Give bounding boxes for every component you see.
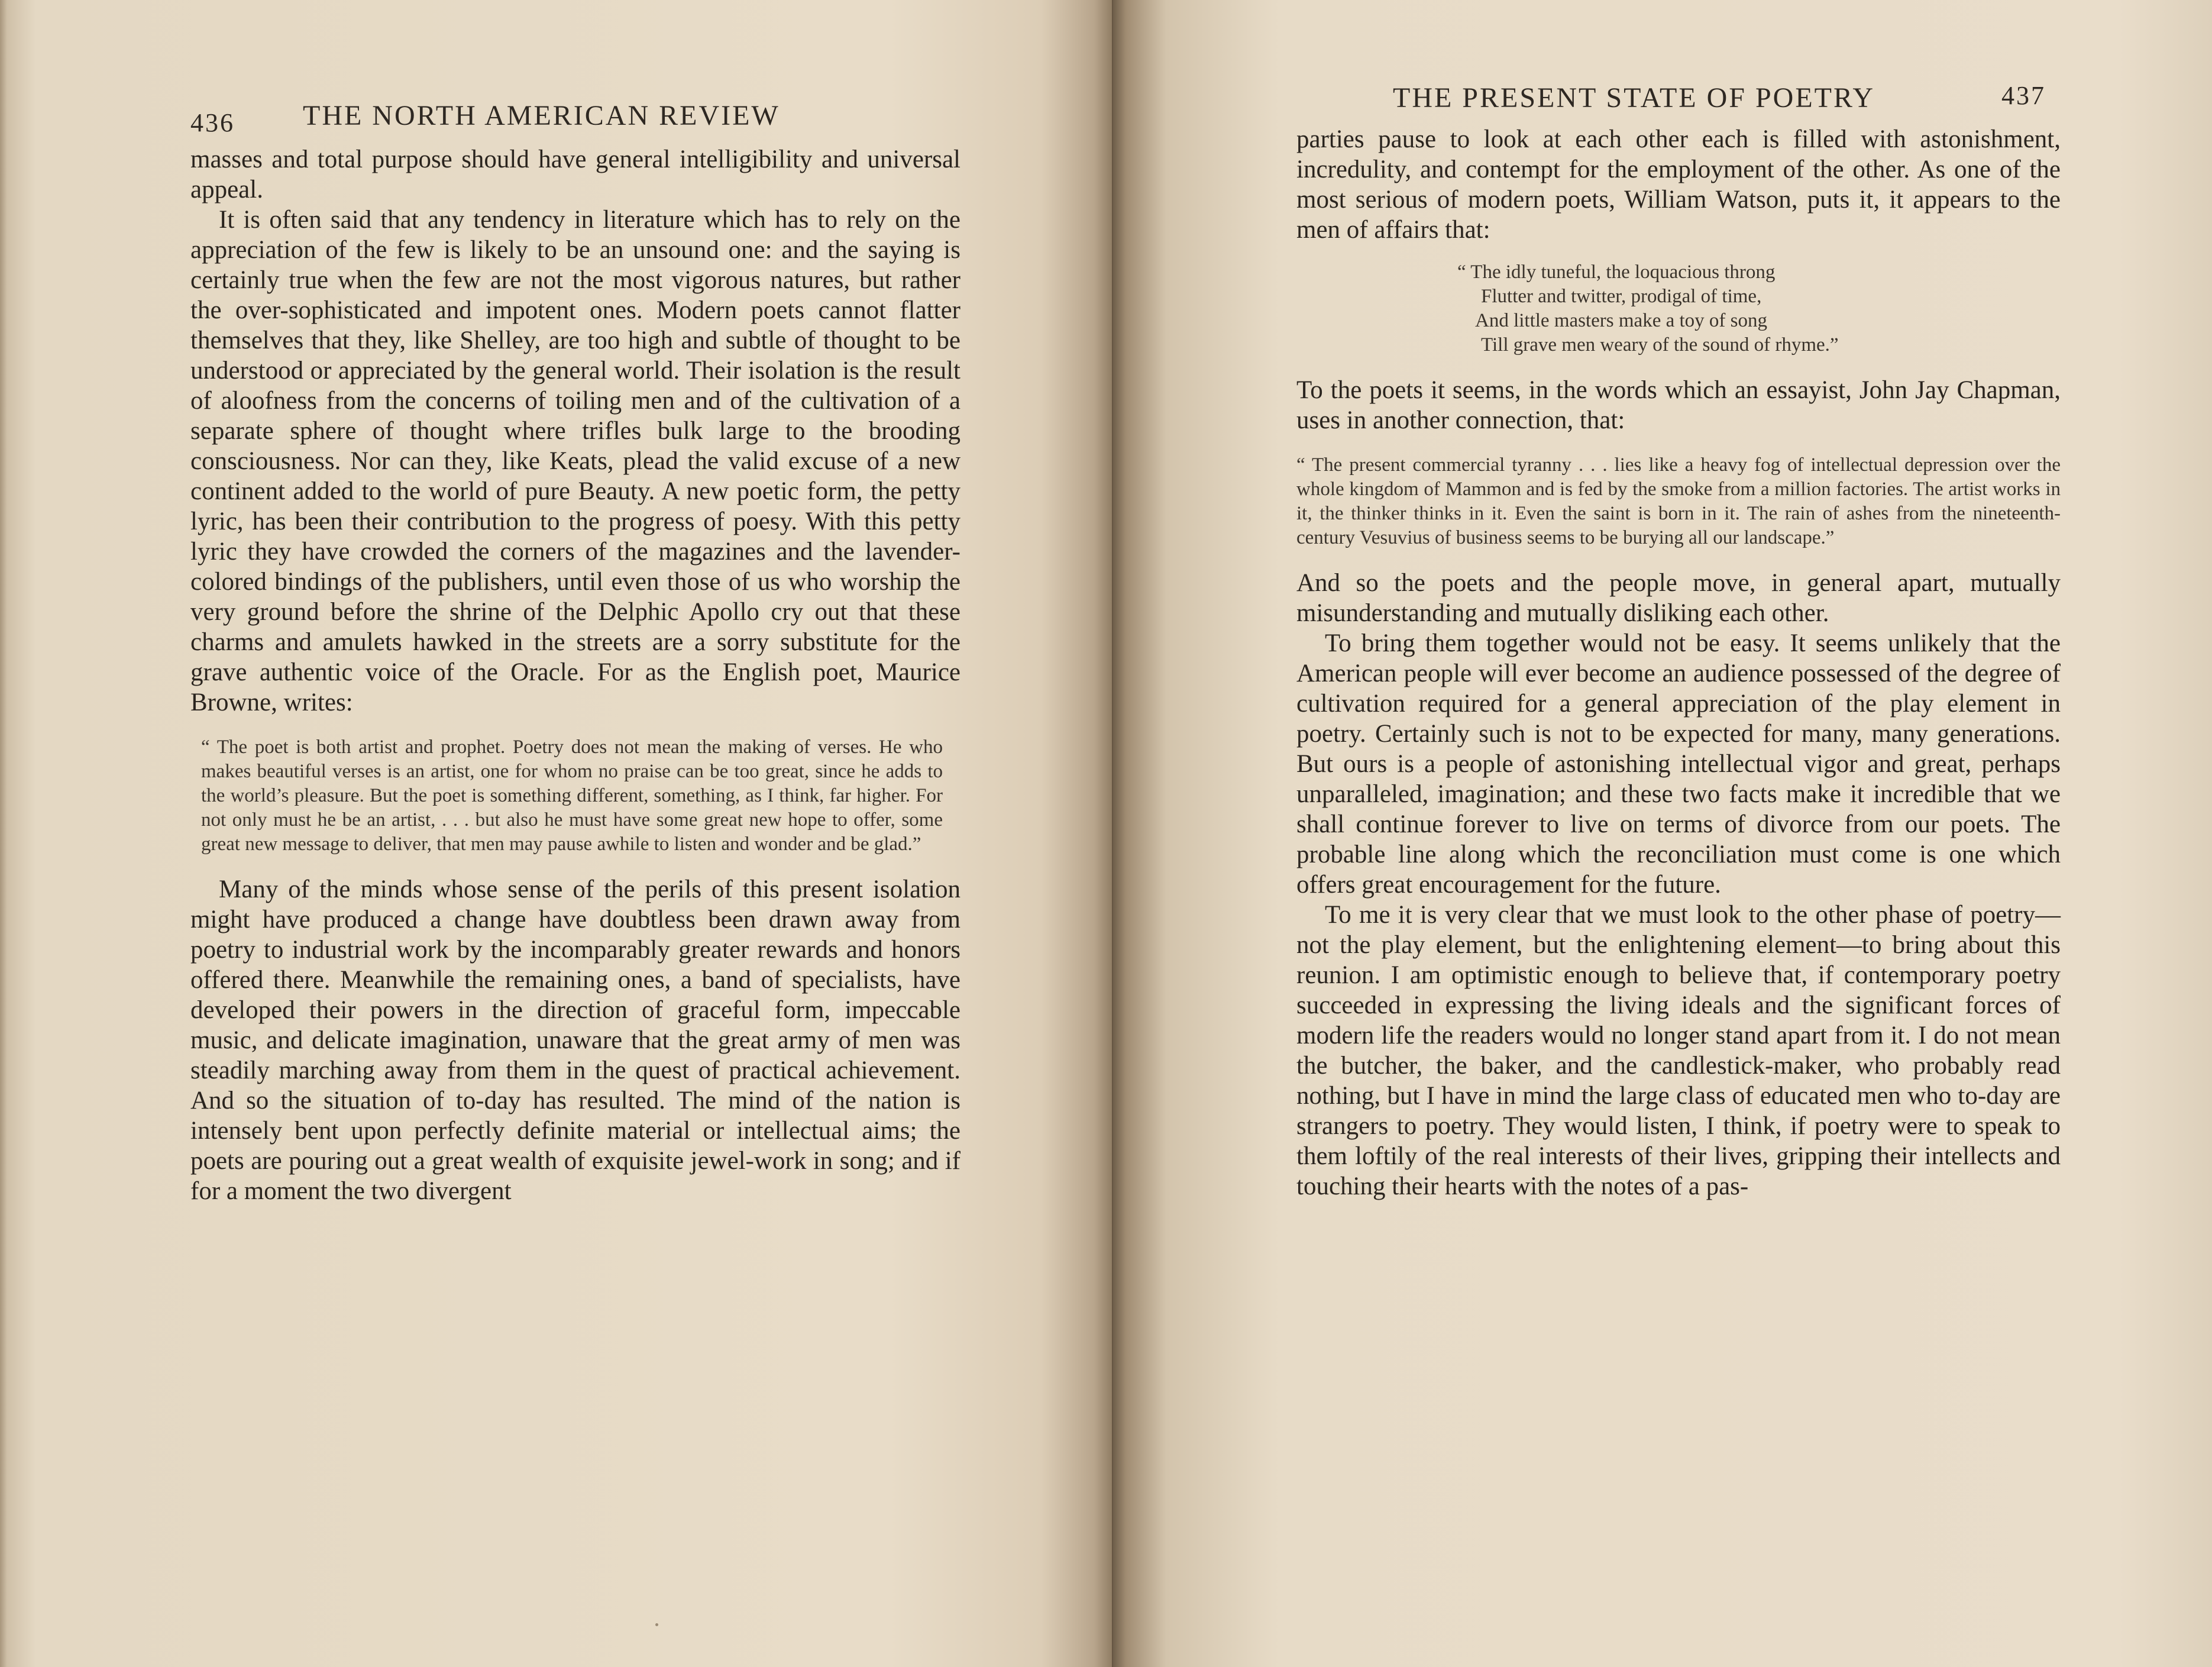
running-head: THE NORTH AMERICAN REVIEW (303, 100, 780, 131)
paragraph: To me it is very clear that we must look to the other phase of poetry—not the play element, but the enlightening element—to bring about this reunion. I am optimistic enough to believe that, if contemporary poetry succeeded in expressing the living ideals and the significant forces of modern life the readers would no longer stand apart from it. I do not mean the butcher, the baker, and the candlestick-maker, who probably read nothing, but I have in mind the large class of educated men who to-day are strangers to poetry. They would listen, I think, if poetry were to speak to them loftily of the real interests of their lives, gripping their intellects and touching their hearts with the notes of a pas- (1296, 901, 2061, 1200)
paragraph: To bring them together would not be easy. It seems unlikely that the American people will ever become an audience possessed of the degree of cultivation required for a general appreciation of the play element in poetry. Certainly such is not to be expected for many, many generations. But ours is a people of astonishing intellectual vigor and great, perhaps unparalleled, imagination; and these two facts make it incredible that we shall continue forever to live on terms of divorce from our poets. The probable line along which the reconciliation must come is one which offers great encouragement for the future. (1296, 629, 2061, 899)
poem-line: And little masters make a toy of song (1475, 310, 1767, 331)
paragraph: And so the poets and the people move, in general apart, mutually misunderstanding and mutually disliking each other. (1296, 569, 2061, 627)
poem-line: Flutter and twitter, prodigal of time, (1481, 286, 1762, 307)
page-number: 436 (190, 108, 235, 137)
paper-speck (655, 1623, 658, 1626)
poem-line: Till grave men weary of the sound of rhyme.” (1481, 334, 1839, 356)
paragraph: It is often said that any tendency in literature which has to rely on the appreciation of the few is likely to be an unsound one: and the saying is certainly true when the few are not the most vigorous natures, but rather the over-sophisticated and impotent ones. Modern poets cannot flatter themselves that they, like Shelley, are too high and subtle of thought to be understood or appreciated by the general world. Their isolation is the result of aloofness from the concerns of toiling men and of the cultivation of a separate sphere of thought where trifles bulk large to the brooding consciousness. Nor can they, like Keats, plead the valid excuse of a new continent added to the world of pure Beauty. A new poetic form, the petty lyric, has been their contribution to the progress of poesy. With this petty lyric they have crowded the corners of the magazines and the lavender-colored bindings of the publishers, until even those of us who worship the very ground before the shrine of the Delphic Apollo cry out that these charms and amulets hawked in the streets are a sorry substitute for the grave authentic voice of the Oracle. For as the English poet, Maurice Browne, writes: (190, 206, 961, 716)
paragraph: Many of the minds whose sense of the perils of this present isolation might have produced a change have doubtless been drawn away from poetry to industrial work by the incomparably greater rewards and honors offered there. Meanwhile the remaining ones, a band of specialists, have developed their powers in the direction of graceful form, impeccable music, and delicate imagination, unaware that the great army of men was steadily marching away from them in the quest of practical achievement. And so the situation of to-day has resulted. The mind of the nation is intensely bent upon perfectly definite material or intellectual aims; the poets are pouring out a great wealth of exquisite jewel-work in song; and if for a moment the two divergent (190, 876, 961, 1205)
block-quote: “ The present commercial tyranny . . . lies like a heavy fog of intellectual depression over the whole kingdom of Mammon and is fed by the smoke from a million factories. The artist works in it, the thinker thinks in it. Even the saint is born in it. The rain of ashes from the nineteenth-century Vesuvius of business seems to be burying all our landscape.” (1296, 454, 2061, 548)
paragraph: parties pause to look at each other each is filled with astonishment, incredulity, and contempt for the employment of the other. As one of the most serious of modern poets, William Watson, puts it, it appears to the men of affairs that: (1296, 125, 2061, 244)
page-number: 437 (2001, 81, 2046, 110)
poem-line: “ The idly tuneful, the loquacious throng (1457, 261, 1776, 283)
paragraph: masses and total purpose should have general intelligibility and universal appeal. (190, 146, 961, 203)
right-page-body (1296, 124, 2061, 1201)
left-page-body (190, 144, 961, 1206)
poem-quote (1457, 260, 2061, 357)
paragraph: To the poets it seems, in the words which an essayist, John Jay Chapman, uses in another connection, that: (1296, 376, 2061, 434)
block-quote: “ The poet is both artist and prophet. Poetry does not mean the making of verses. He who makes beautiful verses is an artist, one for whom no praise can be too great, since he adds to the world’s pleasure. But the poet is something different, something, as I think, far higher. For not only must he be an artist, . . . but also he must have some great new hope to offer, some great new message to deliver, that men may pause awhile to listen and wonder and be glad.” (201, 736, 943, 855)
running-head: THE PRESENT STATE OF POETRY (1393, 82, 1875, 114)
right-page (1113, 0, 2212, 1667)
